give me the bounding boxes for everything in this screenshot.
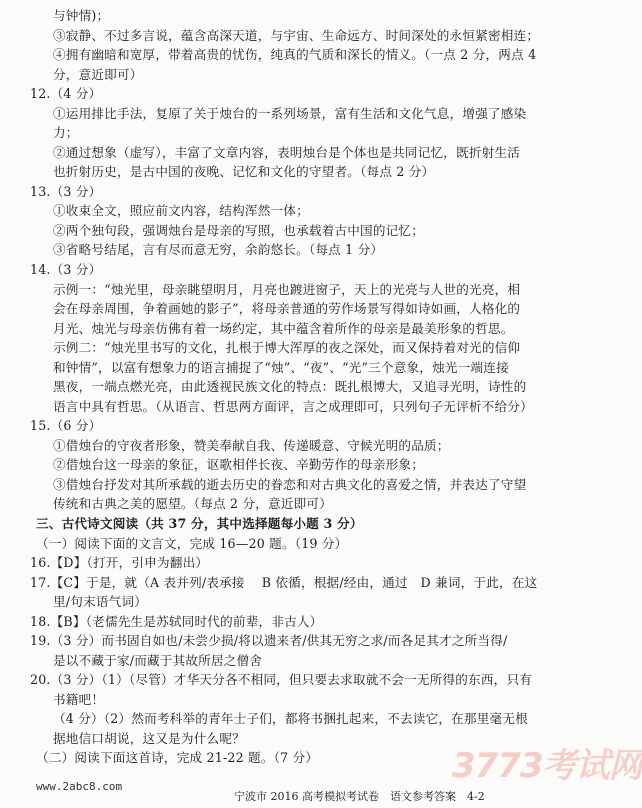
text-line: （4 分）（2）然而考科举的青年士子们，都将书捆扎起来，不去读它，在那里毫无根 <box>53 711 528 726</box>
question-line: 19.（3 分）而书固自如也/未尝少损/将以遗来者/供其无穷之求/而各足其才之所当得/ <box>30 633 508 648</box>
text-line: ②两个独句段，强调烛台是母亲的写照，也承载着古中国的记忆； <box>53 223 425 238</box>
text-line: 书籍吧！ <box>53 692 105 707</box>
text-line: 月光、烛光与母亲仿佛有着一场约定，其中蕴含着所作的母亲是最美形象的哲思。 <box>53 321 514 336</box>
question-line: 13.（3 分） <box>30 184 102 199</box>
text-line: ②借烛台这一母亲的象征，讴歌相伴长夜、辛勤劳作的母亲形象； <box>53 457 425 472</box>
text-line: 是以不藏于家/而藏于其故所居之僧舍 <box>53 653 263 668</box>
text-line: 也折射历史，是古中国的夜晚、记忆和文化的守望者。（每点 2 分） <box>53 164 435 179</box>
text-line: ③寂静、不过多言说，蕴含高深天道，与宇宙、生命远方、时间深处的永恒紧密相连； <box>53 28 540 43</box>
watermark-logo <box>452 738 642 788</box>
question-line: 14.（3 分） <box>30 262 102 277</box>
text-line: ①运用排比手法，复原了关于烛台的一系列场景，富有生活和文化气息，增强了感染 <box>53 106 527 121</box>
question-line: 17.【C】于是，就（A 表并列/表承接 B 依循，根据/经由，通过 D 兼词，于此，在这 <box>30 575 538 590</box>
question-line: 16.【D】（打开，引申为翻出） <box>30 555 209 570</box>
text-line: 传统和古典之美的愿望。（每点 2 分，意近即可） <box>53 496 332 511</box>
question-line: 20.（3 分）（1）（尽管）才华天分各不相同，但只要去求取就不会一无所得的东西，只有 <box>30 672 533 687</box>
text-line: ②通过想象（虚写），丰富了文章内容，表明烛台是个体也是共同记忆，既折射生活 <box>53 145 521 160</box>
text-line: 会在母亲周围，争着画她的影子”，将母亲普通的劳作场景写得如诗如画，人格化的 <box>53 301 521 316</box>
text-line: 里/句末语气词） <box>53 594 147 609</box>
text-line: ①借烛台的守夜者形象，赞美奉献自我、传递暖意、守候光明的品质； <box>53 438 450 453</box>
site-url: www.2abc8.com <box>36 780 123 793</box>
text-line: 与钟情)； <box>53 8 110 23</box>
question-line: 18.【B】（老儒先生是苏轼同时代的前辈，非古人） <box>30 614 323 629</box>
section-heading: 三、古代诗文阅读（共 37 分，其中选择题每小题 3 分） <box>36 516 363 531</box>
text-line: （二）阅读下面这首诗，完成 21-22 题。（7 分） <box>36 750 319 765</box>
page-footer: 宁波市 2016 高考模拟考试卷 语文参考答案 4-2 <box>234 790 485 803</box>
watermark-text: 3773考试网 <box>452 746 642 786</box>
text-line: ③借烛台抒发对其所承载的逝去历史的眷恋和对古典文化的喜爱之情，并表达了守望 <box>53 477 527 492</box>
text-line: 语言中具有哲思。（从语言、哲思两方面评，言之成理即可，只列句子无评析不给分） <box>53 399 533 414</box>
text-line: ③省略号结尾，言有尽而意无穷，余韵悠长。（每点 1 分） <box>53 242 384 257</box>
text-line: 分，意近即可） <box>53 67 143 82</box>
question-line: 15.（6 分） <box>30 418 102 433</box>
text-line: 和钟情”，以富有想象力的语言捕捉了“烛”、“夜”、“光”三个意象，烛光一端连接 <box>53 360 509 375</box>
text-line: 力； <box>53 125 79 140</box>
text-line: ④拥有幽暗和宽厚，带着高贵的忧伤，纯真的气质和深长的情义。（一点 2 分，两点 4 <box>53 47 537 62</box>
text-line: （一）阅读下面的文言文，完成 16—20 题。（19 分） <box>36 536 348 551</box>
text-line: ①收束全文，照应前文内容，结构浑然一体； <box>53 203 309 218</box>
text-line: 示例一：“烛光里，母亲眺望明月，月亮也踱进窗子，天上的光亮与人世的光亮，相 <box>53 282 521 297</box>
text-line: 黑夜，一端点燃光亮，由此透视民族文化的特点：既扎根博大，又追寻光明，诗性的 <box>53 379 527 394</box>
question-line: 12.（4 分） <box>30 86 102 101</box>
text-line: 示例二：“烛光里书写的文化，扎根于博大浑厚的夜之深处，而又保持着对光的信仰 <box>53 340 521 355</box>
text-line: 据地信口胡说，这又是为什么呢？ <box>53 731 245 746</box>
